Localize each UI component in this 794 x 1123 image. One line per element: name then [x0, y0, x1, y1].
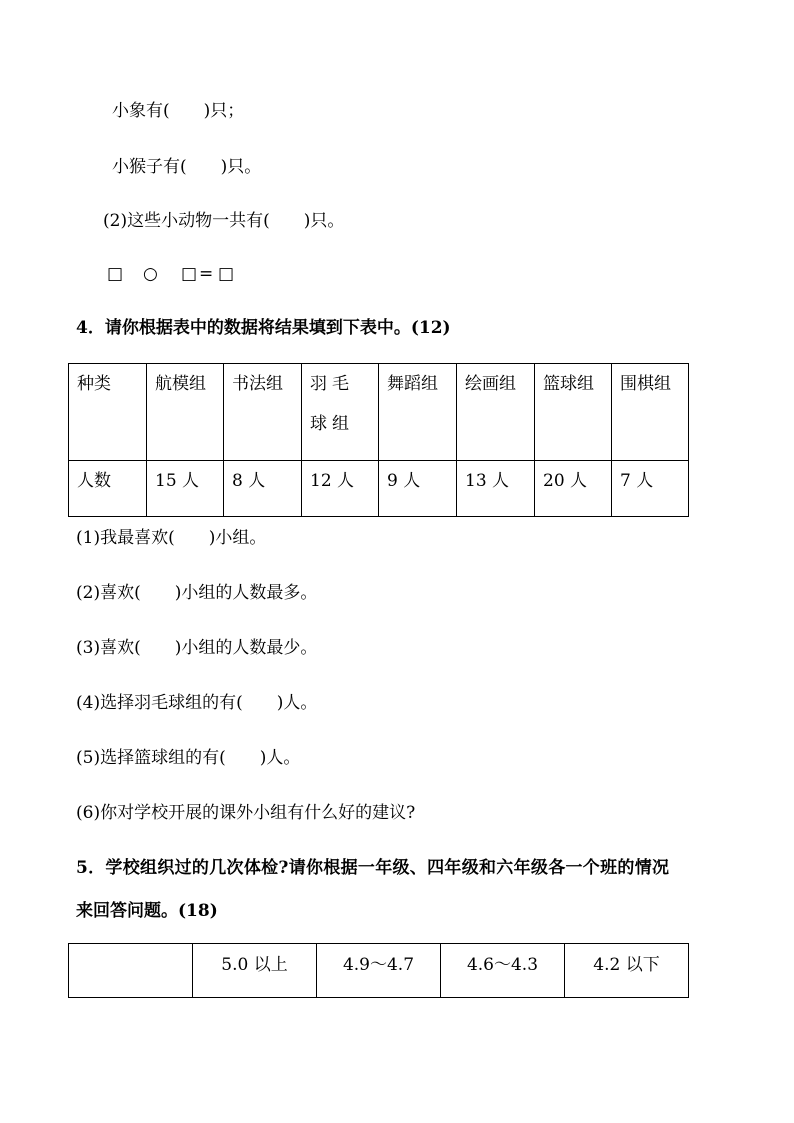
- question-5-heading-line2: 来回答问题。(18): [76, 901, 218, 921]
- table-cell: 8 人: [224, 461, 302, 517]
- vision-check-table: [68, 943, 689, 998]
- table-cell: 9 人: [379, 461, 457, 517]
- box-blank-3: □: [218, 264, 235, 284]
- question-4-4: (4)选择羽毛球组的有( )人。: [76, 693, 318, 713]
- table-cell: 12 人: [302, 461, 379, 517]
- table-cell: 种类: [69, 364, 147, 461]
- box-blank-1: □: [107, 264, 124, 284]
- table-header-row: [69, 944, 689, 998]
- table-cell: 人数: [69, 461, 147, 517]
- table-cell: 4.9～4.7: [317, 944, 441, 998]
- activity-group-table: [68, 363, 689, 517]
- equals-sign: =: [199, 264, 214, 284]
- table-count-row: [69, 461, 689, 517]
- question-4-heading: 4．请你根据表中的数据将结果填到下表中。(12): [76, 318, 451, 338]
- table-cell: 篮球组: [535, 364, 612, 461]
- table-cell: 15 人: [147, 461, 224, 517]
- question-4-1: (1)我最喜欢( )小组。: [76, 528, 267, 548]
- box-blank-2: □: [181, 264, 198, 284]
- table-cell: [69, 944, 193, 998]
- table-header-row: [69, 364, 689, 461]
- operator-circle-blank: ○: [143, 264, 158, 284]
- table-cell: 羽毛球组: [302, 364, 379, 461]
- table-cell: 4.6～4.3: [441, 944, 565, 998]
- table-cell: 围棋组: [612, 364, 689, 461]
- question-5-heading-line1: 5．学校组织过的几次体检?请你根据一年级、四年级和六年级各一个班的情况: [76, 858, 670, 878]
- table-cell: 13 人: [457, 461, 535, 517]
- table-cell: 绘画组: [457, 364, 535, 461]
- table-cell: 7 人: [612, 461, 689, 517]
- table-cell: 航模组: [147, 364, 224, 461]
- question-4-6: (6)你对学校开展的课外小组有什么好的建议?: [76, 803, 416, 823]
- table-cell: 20 人: [535, 461, 612, 517]
- table-cell: 4.2 以下: [565, 944, 689, 998]
- table-cell: 书法组: [224, 364, 302, 461]
- total-animals-question: (2)这些小动物一共有( )只。: [103, 211, 345, 231]
- monkey-count-line: 小猴子有( )只。: [112, 157, 262, 177]
- question-4-5: (5)选择篮球组的有( )人。: [76, 748, 301, 768]
- table-cell: 舞蹈组: [379, 364, 457, 461]
- question-4-3: (3)喜欢( )小组的人数最少。: [76, 638, 318, 658]
- question-4-2: (2)喜欢( )小组的人数最多。: [76, 583, 318, 603]
- elephant-count-line: 小象有( )只；: [112, 101, 245, 121]
- table-cell: 5.0 以上: [193, 944, 317, 998]
